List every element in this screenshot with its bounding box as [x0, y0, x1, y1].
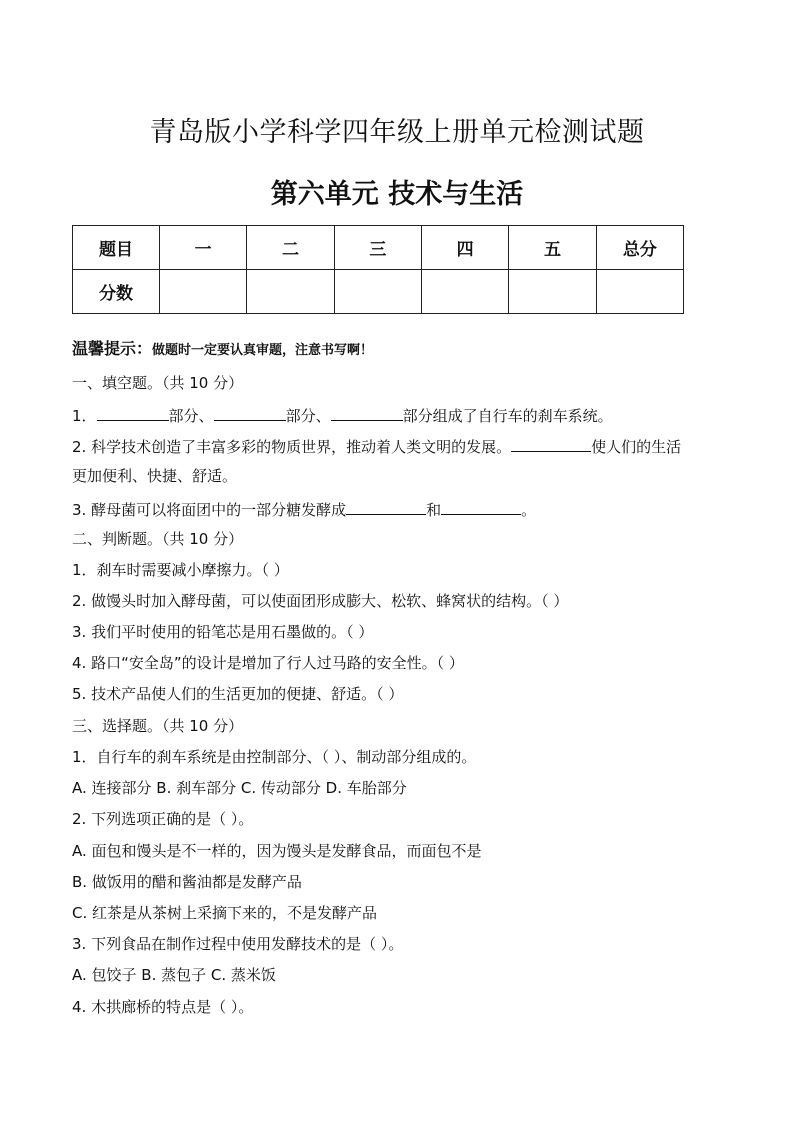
question-3-2-option-b: B. 做饭用的醋和酱油都是发酵产品 [72, 873, 302, 891]
section-2-title: 二、判断题。（共 10 分） [72, 530, 244, 548]
question-1-3 [72, 498, 536, 520]
question-3-4: 4. 木拱廊桥的特点是（ ）。 [72, 998, 254, 1016]
question-text: 部分组成了自行车的刹车系统。 [402, 407, 613, 425]
question-1-2-cont: 更加便利、快捷、舒适。 [72, 467, 238, 485]
section-3-title: 三、选择题。（共 10 分） [72, 717, 244, 735]
question-3-3-options: A. 包饺子 B. 蒸包子 C. 蒸米饭 [72, 966, 276, 984]
score-header-cell: 题目 [73, 226, 160, 270]
answer-blank[interactable] [331, 404, 403, 421]
score-header-cell: 五 [509, 226, 596, 270]
score-row-label: 分数 [73, 270, 160, 314]
score-input-cell[interactable] [509, 270, 596, 314]
question-3-2-option-c: C. 红茶是从茶树上采摘下来的，不是发酵产品 [72, 904, 378, 922]
score-table-score-row [73, 270, 684, 314]
answer-blank[interactable] [511, 435, 591, 452]
score-input-cell[interactable] [160, 270, 247, 314]
answer-blank[interactable] [214, 404, 286, 421]
question-text: 部分、 [285, 407, 331, 425]
score-header-cell: 二 [247, 226, 334, 270]
reminder-label: 温馨提示： [72, 339, 153, 358]
score-table [72, 225, 684, 314]
score-input-cell[interactable] [596, 270, 683, 314]
document-title: 青岛版小学科学四年级上册单元检测试题 [149, 117, 645, 148]
answer-blank[interactable] [97, 404, 169, 421]
question-2-4: 4. 路口“安全岛”的设计是增加了行人过马路的安全性。（ ） [72, 654, 464, 672]
question-text: 部分、 [168, 407, 214, 425]
score-input-cell[interactable] [334, 270, 421, 314]
answer-blank[interactable] [346, 498, 426, 515]
question-2-5: 5. 技术产品使人们的生活更加的便捷、舒适。（ ） [72, 685, 404, 703]
reminder-text: 做题时一定要认真审题，注意书写啊！ [152, 343, 374, 358]
score-header-cell: 四 [421, 226, 508, 270]
question-2-1: 1．刹车时需要减小摩擦力。（ ） [72, 561, 289, 579]
question-1-1 [72, 404, 613, 426]
question-3-2-option-a: A. 面包和馒头是不一样的，因为馒头是发酵食品，而面包不是 [72, 842, 482, 860]
section-1-title: 一、填空题。（共 10 分） [72, 374, 244, 392]
score-table-header-row [73, 226, 684, 270]
question-text: 3. 酵母菌可以将面团中的一部分糖发酵成 [72, 501, 347, 519]
question-number: 1． [72, 407, 97, 425]
question-2-2: 2. 做馒头时加入酵母菌，可以使面团形成膨大、松软、蜂窝状的结构。（ ） [72, 592, 569, 610]
question-3-1-options: A. 连接部分 B. 刹车部分 C. 传动部分 D. 车胎部分 [72, 779, 407, 797]
answer-blank[interactable] [441, 498, 521, 515]
unit-subtitle: 第六单元 技术与生活 [270, 179, 524, 210]
question-text: 和 [426, 501, 442, 519]
question-3-3: 3. 下列食品在制作过程中使用发酵技术的是（ ）。 [72, 935, 404, 953]
score-input-cell[interactable] [247, 270, 334, 314]
score-input-cell[interactable] [421, 270, 508, 314]
reminder-note [72, 336, 373, 359]
question-3-2: 2. 下列选项正确的是（ ）。 [72, 810, 254, 828]
score-header-cell: 一 [160, 226, 247, 270]
question-text: 。 [521, 501, 537, 519]
question-1-2 [72, 435, 681, 457]
score-header-cell: 总分 [596, 226, 683, 270]
question-text: 2. 科学技术创造了丰富多彩的物质世界，推动着人类文明的发展。 [72, 438, 512, 456]
question-2-3: 3. 我们平时使用的铅笔芯是用石墨做的。（ ） [72, 623, 374, 641]
question-text: 使人们的生活 [591, 438, 682, 456]
question-3-1: 1．自行车的刹车系统是由控制部分、（ ）、制动部分组成的。 [72, 748, 477, 766]
score-header-cell: 三 [334, 226, 421, 270]
